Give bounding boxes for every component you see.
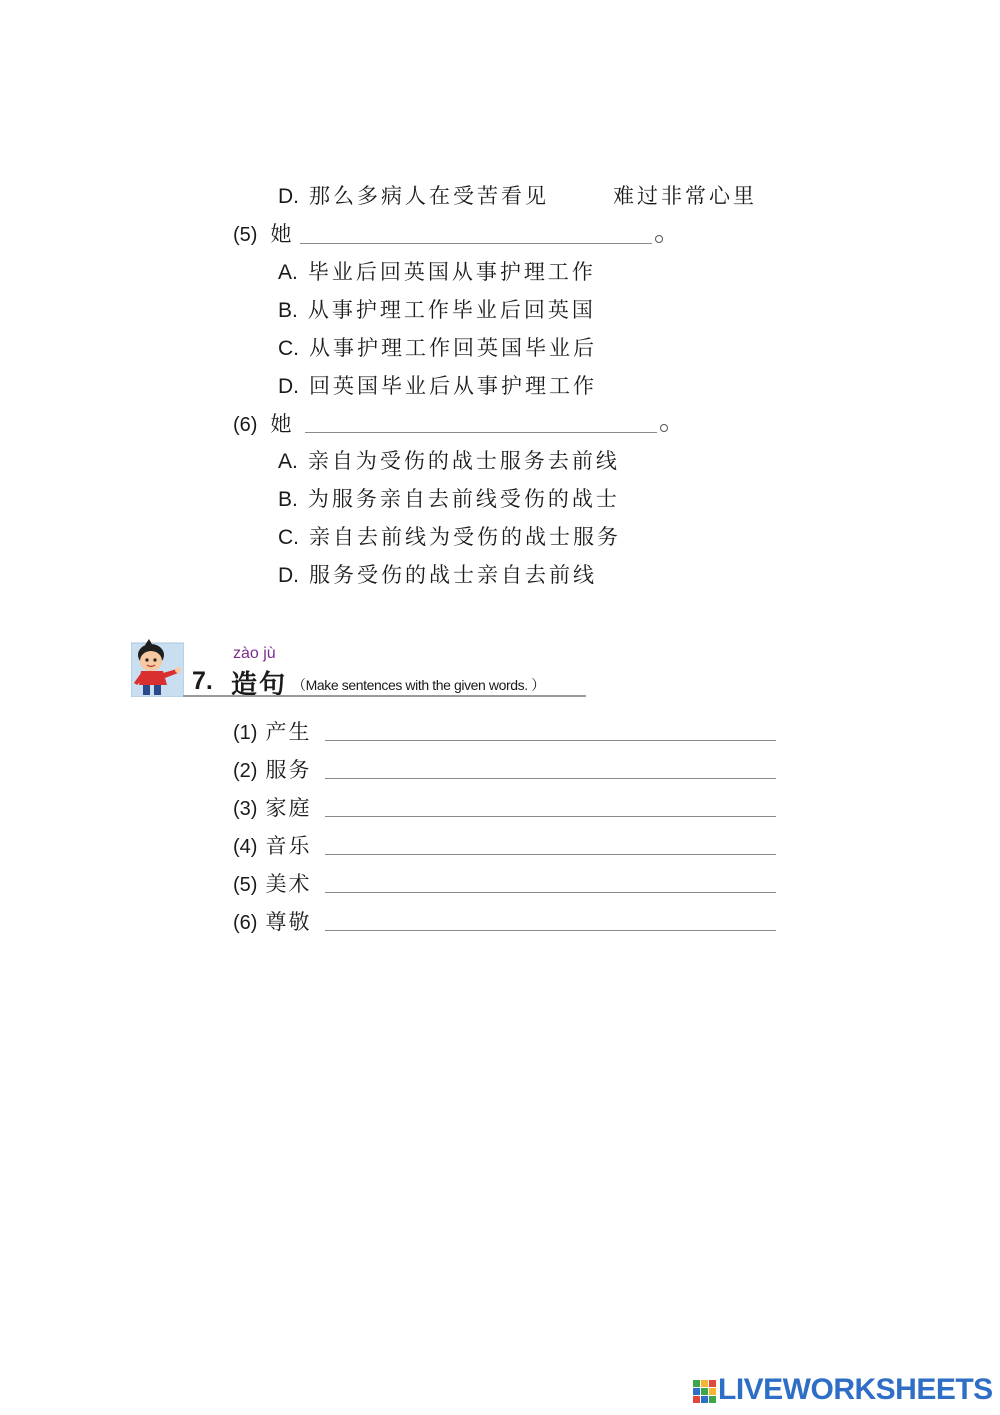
q6-answer-blank[interactable] <box>305 432 657 433</box>
sentence-answer-line[interactable] <box>325 892 776 893</box>
section-pinyin: zào jù <box>233 645 276 662</box>
option-letter: D. <box>278 564 299 587</box>
item-word: 美术 <box>265 872 312 896</box>
sentence-answer-line[interactable] <box>325 816 776 817</box>
section-instructions: （Make sentences with the given words. ） <box>292 677 545 693</box>
sentence-answer-line[interactable] <box>325 778 776 779</box>
liveworksheets-logo-icon <box>693 1380 717 1404</box>
item-word: 音乐 <box>265 834 312 858</box>
item-number: (1) <box>233 722 258 744</box>
option-text: 从事护理工作毕业后回英国 <box>307 298 596 322</box>
sentence-answer-line[interactable] <box>325 854 776 855</box>
sentence-item <box>233 716 311 746</box>
question-number: (5) <box>233 224 258 246</box>
sentence-item <box>233 906 311 936</box>
option-text: 回英国毕业后从事护理工作 <box>309 374 597 398</box>
option-letter: B. <box>278 488 298 511</box>
option-text: 亲自去前线为受伤的战士服务 <box>309 525 621 549</box>
q5-end-mark <box>655 235 663 243</box>
section-title: 造句 <box>231 670 288 700</box>
item-word: 家庭 <box>265 796 312 820</box>
q5-option-d[interactable] <box>278 370 597 400</box>
item-number: (4) <box>233 836 258 858</box>
q4-option-d <box>278 180 549 210</box>
item-word: 服务 <box>265 758 312 782</box>
q6-option-b[interactable] <box>278 483 620 513</box>
question-subject: 她 <box>270 222 294 246</box>
q6-option-d[interactable] <box>278 559 597 589</box>
option-text: 为服务亲自去前线受伤的战士 <box>307 487 620 511</box>
liveworksheets-logo-text: LIVEWORKSHEETS <box>718 1373 993 1406</box>
item-number: (6) <box>233 912 258 934</box>
question-subject: 她 <box>270 412 294 436</box>
section-divider <box>183 695 586 697</box>
q6-option-c[interactable] <box>278 521 621 551</box>
option-text: 毕业后回英国从事护理工作 <box>307 260 596 284</box>
q5-answer-blank[interactable] <box>300 243 652 244</box>
option-letter: D. <box>278 185 299 208</box>
option-text: 服务受伤的战士亲自去前线 <box>309 563 597 587</box>
q5-stem <box>233 218 294 248</box>
q5-option-b[interactable] <box>278 294 596 324</box>
q6-stem <box>233 408 294 438</box>
option-letter: D. <box>278 375 299 398</box>
q5-option-a[interactable] <box>278 256 596 286</box>
item-number: (3) <box>233 798 258 820</box>
cartoon-boy-icon <box>131 637 184 697</box>
section-number: 7. <box>192 667 213 695</box>
item-word: 尊敬 <box>265 910 312 934</box>
sentence-item <box>233 754 311 784</box>
option-text-part1: 那么多病人在受苦看见 <box>309 184 549 208</box>
option-letter: C. <box>278 337 299 360</box>
item-number: (5) <box>233 874 258 896</box>
q4-option-d-part2: 难过非常心里 <box>613 184 757 208</box>
sentence-answer-line[interactable] <box>325 740 776 741</box>
option-text: 亲自为受伤的战士服务去前线 <box>307 449 620 473</box>
q5-option-c[interactable] <box>278 332 597 362</box>
sentence-item <box>233 792 311 822</box>
item-word: 产生 <box>265 720 312 744</box>
option-text: 从事护理工作回英国毕业后 <box>309 336 597 360</box>
sentence-item <box>233 868 311 898</box>
item-number: (2) <box>233 760 258 782</box>
sentence-answer-line[interactable] <box>325 930 776 931</box>
option-letter: A. <box>278 450 298 473</box>
option-letter: B. <box>278 299 298 322</box>
q6-option-a[interactable] <box>278 445 620 475</box>
option-letter: C. <box>278 526 299 549</box>
question-number: (6) <box>233 414 258 436</box>
q6-end-mark <box>660 424 668 432</box>
sentence-item <box>233 830 311 860</box>
option-letter: A. <box>278 261 298 284</box>
